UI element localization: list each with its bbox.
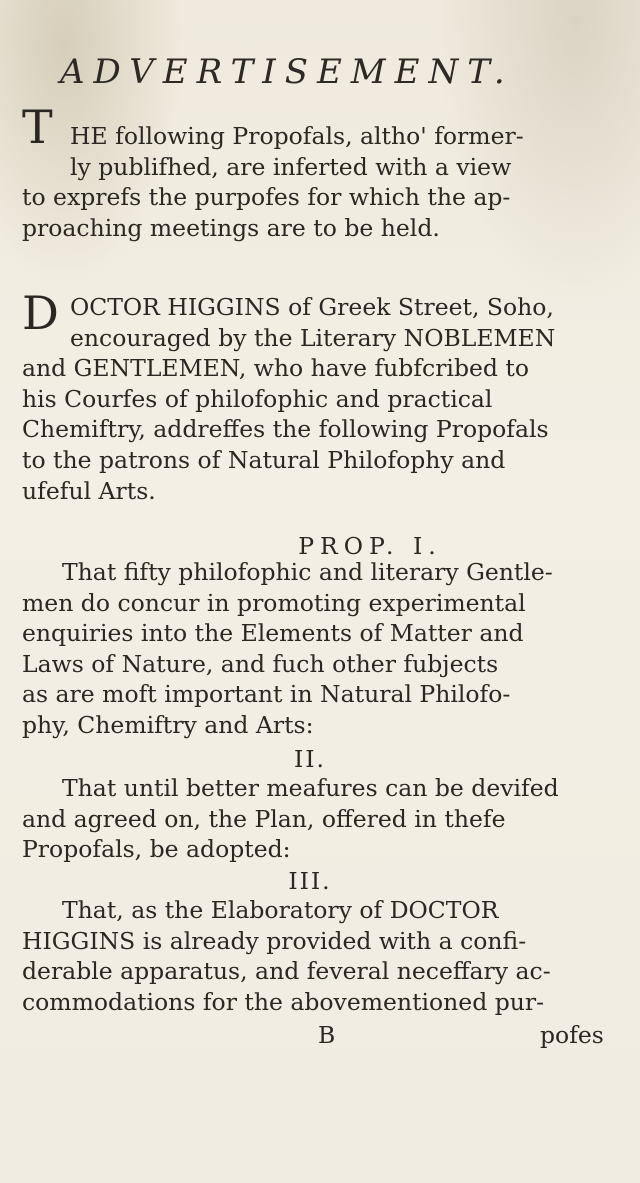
text-line: to exprefs the purpofes for which the ap- — [22, 183, 511, 212]
text-line: commodations for the abovementioned pur- — [22, 987, 545, 1016]
proposition-3 — [22, 895, 618, 1017]
text-line: HIGGINS is already provided with a confi- — [22, 926, 527, 955]
text-line: Propofals, be adopted: — [22, 835, 291, 864]
text-line: men do concur in promoting experimental — [22, 588, 526, 617]
proposition-heading: PROP. I. — [298, 532, 442, 560]
intro-paragraph — [22, 121, 618, 243]
drop-cap-t: T — [22, 100, 53, 154]
text-line: That, as the Elaboratory of DOCTOR — [62, 896, 499, 924]
drop-cap-d: D — [22, 286, 59, 340]
text-line: That until better meafures can be devifed — [62, 774, 559, 802]
text-line: and agreed on, the Plan, offered in thefe — [22, 804, 506, 833]
text-line: Laws of Nature, and fuch other fubjects — [22, 649, 499, 678]
proposition-1 — [22, 557, 618, 741]
text-line: enquiries into the Elements of Matter and — [22, 619, 524, 648]
text-line: proaching meetings are to be held. — [22, 213, 440, 242]
proposition-2-number: II. — [293, 745, 327, 773]
text-line: as are moft important in Natural Philofo- — [22, 680, 511, 709]
text-line: derable apparatus, and feveral neceffary ac- — [22, 957, 551, 986]
text-line: phy, Chemiftry and Arts: — [22, 710, 314, 739]
text-line: That fifty philofophic and literary Gentle- — [62, 558, 553, 586]
text-line: OCTOR HIGGINS of Greek Street, Soho, — [70, 293, 554, 321]
text-line: HE following Propofals, altho' former- — [70, 122, 524, 150]
text-line: and GENTLEMEN, who have fubfcribed to — [22, 354, 530, 383]
proposition-2 — [22, 773, 618, 865]
text-line: ufeful Arts. — [22, 476, 156, 505]
doctor-paragraph — [22, 286, 618, 506]
text-line: to the patrons of Natural Philofophy and — [22, 445, 506, 474]
signature-mark: B — [318, 1021, 336, 1049]
catchword: pofes — [540, 1021, 604, 1049]
text-line: ly publifhed, are inferted with a view — [70, 152, 512, 181]
proposition-3-number: III. — [288, 867, 332, 895]
text-line: his Courfes of philofophic and practical — [22, 384, 493, 413]
text-line: encouraged by the Literary NOBLEMEN — [70, 323, 556, 352]
text-line: Chemiftry, addreffes the following Propofals — [22, 415, 549, 444]
page-heading: ADVERTISEMENT. — [60, 52, 514, 92]
